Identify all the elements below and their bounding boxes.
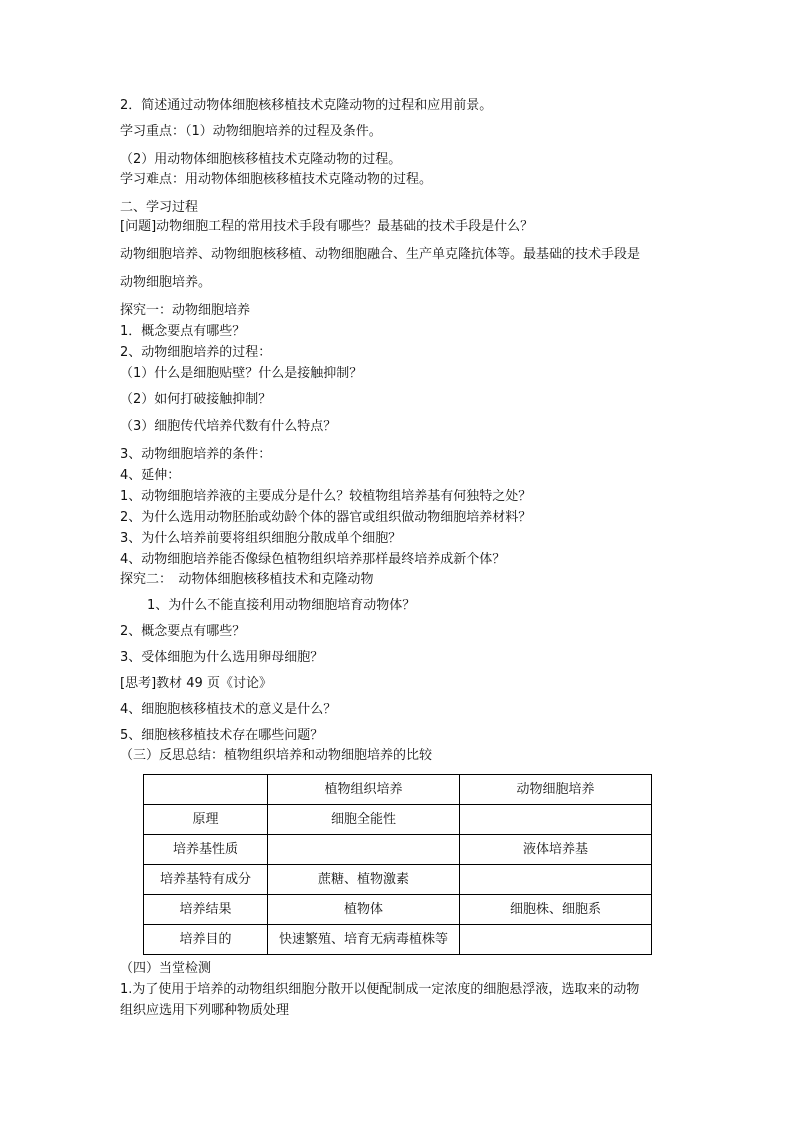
explore-two-q2: 2、概念要点有哪些？: [120, 624, 246, 639]
difficult-points: 学习难点：用动物体细胞核移植技术克隆动物的过程。: [120, 172, 433, 187]
table-row: [144, 805, 652, 835]
table-cell: 植物体: [268, 895, 460, 925]
table-row: [144, 895, 652, 925]
table-row: [144, 865, 652, 895]
table-cell: [460, 925, 652, 955]
table-row: [144, 835, 652, 865]
objective-2: 2．简述通过动物体细胞核移植技术克隆动物的过程和应用前景。: [120, 98, 493, 113]
table-cell: 培养基特有成分: [144, 865, 268, 895]
reflection-title: （三）反思总结：植物组织培养和动物细胞培养的比较: [120, 748, 433, 763]
table-cell: 细胞全能性: [268, 805, 460, 835]
table-cell: [460, 865, 652, 895]
explore-one-title: 探究一：动物细胞培养: [120, 303, 251, 318]
table-cell: [268, 835, 460, 865]
explore-two-q5: 5、细胞核移植技术存在哪些问题？: [120, 728, 324, 743]
explore-two-q3: 3、受体细胞为什么选用卵母细胞？: [120, 650, 324, 665]
explore-two-q4: 4、细胞胞核移植技术的意义是什么？: [120, 702, 337, 717]
extension-q3: 3、为什么培养前要将组织细胞分散成单个细胞？: [120, 531, 402, 546]
quiz-q1-line-2: 组织应选用下列哪种物质处理: [120, 1003, 290, 1018]
explore-one-item-4: 4、延伸：: [120, 468, 181, 483]
extension-q2: 2、为什么选用动物胚胎或幼龄个体的器官或组织做动物细胞培养材料？: [120, 510, 532, 525]
explore-one-item-2: 2、动物细胞培养的过程：: [120, 345, 272, 360]
section-learning-process: 二、学习过程: [120, 200, 199, 215]
explore-two-q1: 1、为什么不能直接利用动物细胞培育动物体？: [147, 598, 416, 613]
think-discussion: [思考]教材 49 页《讨论》: [120, 676, 272, 691]
process-q1: （1）什么是细胞贴壁？什么是接触抑制？: [120, 366, 363, 381]
table-header-cell: 动物细胞培养: [460, 775, 652, 805]
extension-q1: 1、动物细胞培养液的主要成分是什么？较植物组培养基有何独特之处？: [120, 489, 532, 504]
table-row: [144, 925, 652, 955]
table-cell: 培养基性质: [144, 835, 268, 865]
key-points: 学习重点：（1）动物细胞培养的过程及条件。: [120, 124, 382, 139]
key-point-2: （2）用动物体细胞核移植技术克隆动物的过程。: [120, 152, 402, 167]
table-cell: 细胞株、细胞系: [460, 895, 652, 925]
table-cell: [460, 805, 652, 835]
explore-one-item-3: 3、动物细胞培养的条件：: [120, 447, 272, 462]
comparison-table: [143, 774, 652, 955]
table-header-row: [144, 775, 652, 805]
answer-line-2: 动物细胞培养。: [120, 275, 212, 290]
table-header-cell: 植物组织培养: [268, 775, 460, 805]
quiz-title: （四）当堂检测: [120, 961, 212, 976]
table-cell: 蔗糖、植物激素: [268, 865, 460, 895]
process-q3: （3）细胞传代培养代数有什么特点？: [120, 419, 337, 434]
table-header-cell: [144, 775, 268, 805]
table-cell: 培养目的: [144, 925, 268, 955]
explore-two-title: 探究二： 动物体细胞核移植技术和克隆动物: [120, 572, 374, 587]
answer-line-1: 动物细胞培养、动物细胞核移植、动物细胞融合、生产单克隆抗体等。最基础的技术手段是: [120, 247, 641, 262]
question-line: [问题]动物细胞工程的常用技术手段有哪些？最基础的技术手段是什么？: [120, 219, 534, 234]
process-q2: （2）如何打破接触抑制？: [120, 392, 272, 407]
table-cell: 培养结果: [144, 895, 268, 925]
table-cell: 液体培养基: [460, 835, 652, 865]
extension-q4: 4、动物细胞培养能否像绿色植物组织培养那样最终培养成新个体？: [120, 552, 506, 567]
quiz-q1-line-1: 1.为了使用于培养的动物组织细胞分散开以便配制成一定浓度的细胞悬浮液，选取来的动物: [120, 982, 640, 997]
explore-one-item-1: 1．概念要点有哪些？: [120, 324, 246, 339]
table-cell: 快速繁殖、培育无病毒植株等: [268, 925, 460, 955]
table-cell: 原理: [144, 805, 268, 835]
